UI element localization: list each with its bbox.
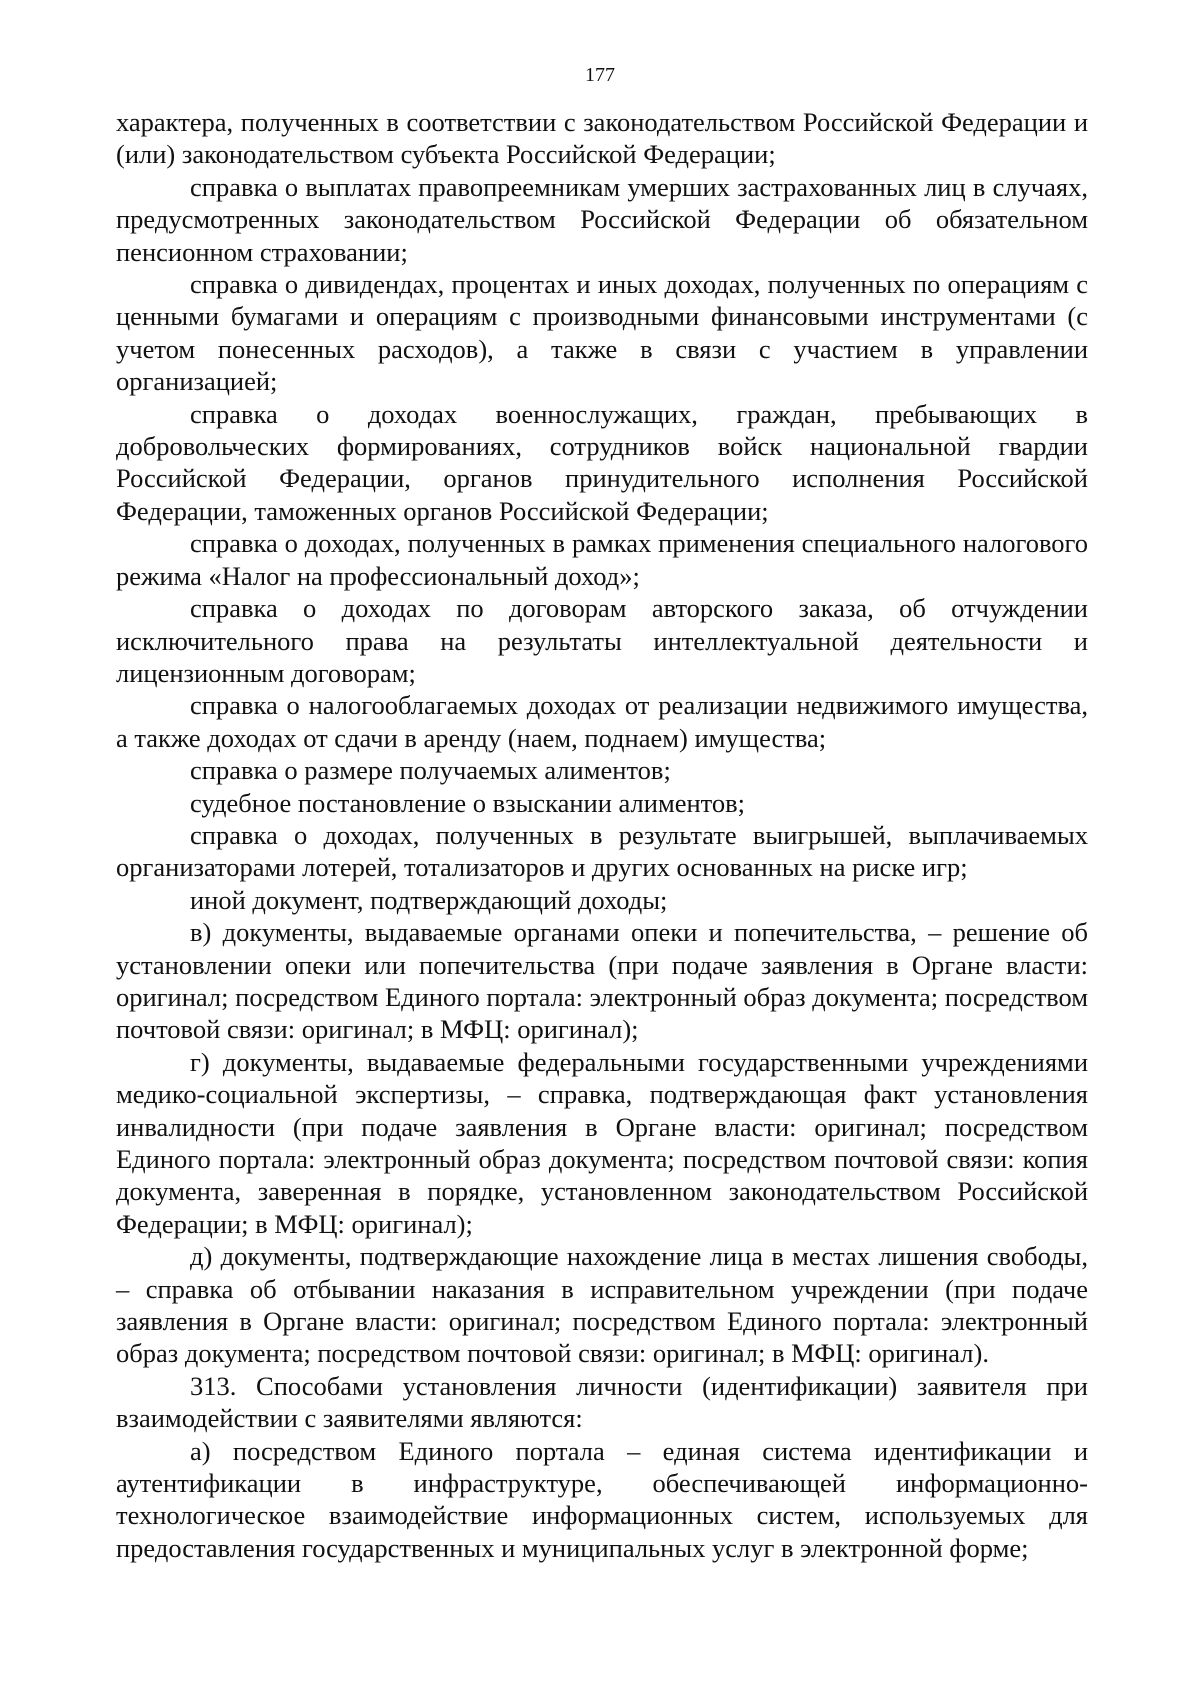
paragraph-other-income-document: иной документ, подтверждающий доходы; bbox=[190, 884, 668, 915]
paragraph-copyright-income-certificate: справка о доходах по договорам авторского заказа, об отчуждении исключительного права на результаты интеллектуальной деятельности и лицензионным договорам; bbox=[116, 593, 1088, 688]
paragraph-lottery-winnings-certificate: справка о доходах, полученных в результате выигрышей, выплачиваемых организаторами лотерей, тотализаторов и других основанных на риске игр; bbox=[116, 819, 1088, 883]
paragraph-item-g-disability: г) документы, выдаваемые федеральными государственными учреждениями медико-социальной экспертизы, – справка, подтверждающая факт установления инвалидности (при подаче заявления в Органе власти: оригинал; посредством Единого портала: электронный образ документа; посредством почтовой связи: копия документа, заверенная в порядке, установленном законодательством Российской Федерации; в МФЦ: оригинал); bbox=[116, 1046, 1088, 1239]
paragraph-professional-income-certificate: справка о доходах, полученных в рамках применения специального налогового режима «Налог на профессиональный доход»; bbox=[116, 528, 1088, 591]
page-number: 177 bbox=[585, 64, 615, 86]
paragraph-dividends-certificate: справка о дивидендах, процентах и иных доходах, полученных по операциям с ценными бумагами и операциям с производными финансовыми инструментами (с учетом понесенных расходов), а также в связи с участием в управлении организацией; bbox=[116, 269, 1088, 397]
paragraph-alimony-certificate: справка о размере получаемых алиментов; bbox=[190, 755, 671, 786]
paragraph-item-a-unified-portal: а) посредством Единого портала – единая система идентификации и аутентификации в инфраструктуре, обеспечивающей информационно-технологическое взаимодействие информационных систем, используемых для предоставления государственных и муниципальных услуг в электронной форме; bbox=[116, 1435, 1088, 1563]
paragraph-313-identification: 313. Способами установления личности (идентификации) заявителя при взаимодействии с заявителями являются: bbox=[116, 1370, 1088, 1434]
paragraph-continuation: характера, полученных в соответствии с законодательством Российской Федерации и (или) законодательством субъекта Российской Федерации; bbox=[116, 107, 1088, 170]
paragraph-military-income-certificate: справка о доходах военнослужащих, граждан, пребывающих в добровольческих формированиях, сотрудников войск национальной гвардии Российской Федерации, органов принудительного исполнения Российской Федерации, таможенных органов Российской Федерации; bbox=[116, 398, 1088, 526]
paragraph-item-v-guardianship: в) документы, выдаваемые органами опеки и попечительства, – решение об установлении опеки или попечительства (при подаче заявления в Органе власти: оригинал; посредством Единого портала: электронный образ документа; посредством почтовой связи: оригинал; в МФЦ: оригинал); bbox=[116, 917, 1088, 1045]
paragraph-real-estate-income-certificate: справка о налогооблагаемых доходах от реализации недвижимого имущества, а также доходах от сдачи в аренду (наем, поднаем) имущества; bbox=[116, 690, 1088, 753]
paragraph-item-d-imprisonment: д) документы, подтверждающие нахождение лица в местах лишения свободы, – справка об отбывании наказания в исправительном учреждении (при подаче заявления в Органе власти: оригинал; посредством Единого портала: электронный образ документа; посредством почтовой связи: оригинал; в МФЦ: оригинал). bbox=[116, 1241, 1088, 1369]
document-body bbox=[116, 106, 1088, 1564]
paragraph-alimony-court-order: судебное постановление о взыскании алиментов; bbox=[190, 787, 746, 818]
paragraph-pension-certificate: справка о выплатах правопреемникам умерших застрахованных лиц в случаях, предусмотренных законодательством Российской Федерации об обязательном пенсионном страховании; bbox=[116, 171, 1088, 267]
